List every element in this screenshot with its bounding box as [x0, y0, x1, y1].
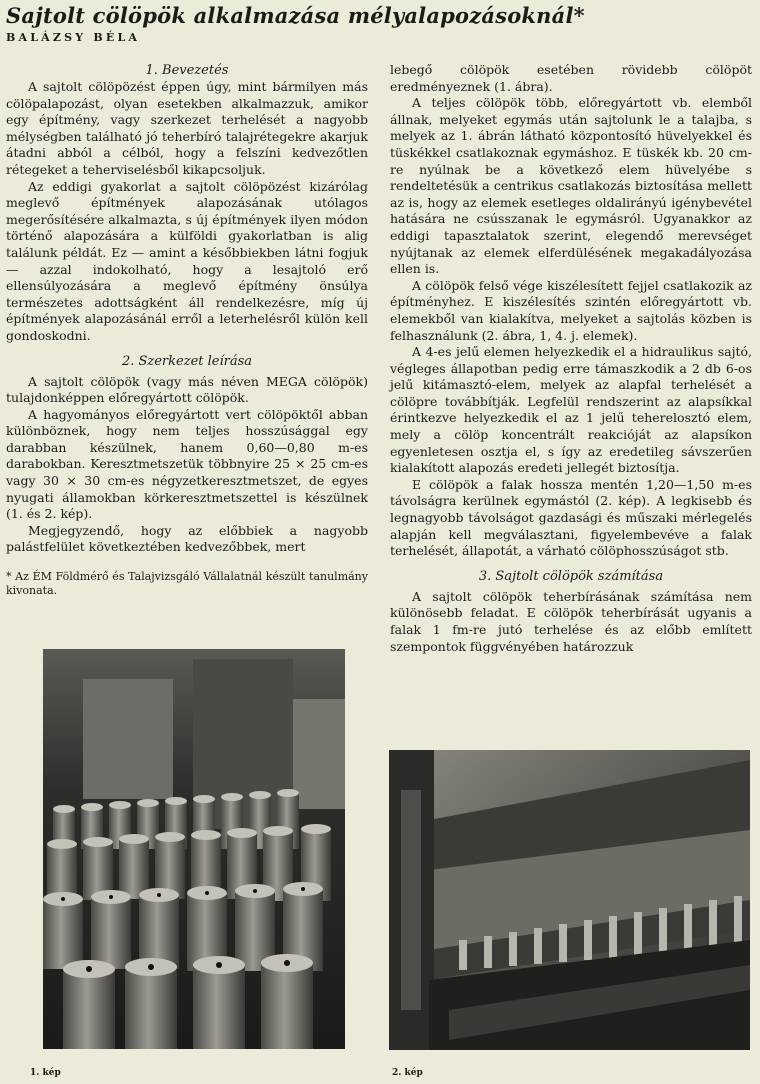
paragraph: E cölöpök a falak hossza mentén 1,20—1,50 m-es távolságra kerülnek egymástól (2. kép). A legkisebb és legnagyobb távolságot gazdasági és műszaki mérlegelés alapján kell megválasztani, figyelembevéve a falak terhelését, állapotát, a várható cölöphosszúságot stb.	[390, 476, 752, 559]
section-heading-1: 1. Bevezetés	[145, 63, 229, 78]
photo-wall-piles	[389, 750, 750, 1050]
photo-1-caption: 1. kép	[30, 1068, 61, 1078]
article-title: Sajtolt cölöpök alkalmazása mélyalapozásoknál*	[6, 3, 585, 28]
paragraph: A sajtolt cölöpözést éppen úgy, mint bármilyen más cölöpalapozást, olyan esetekben alkalmazzuk, amikor egy építmény, vagy szerkezet terhelését a nagyobb mélységben található jó teherbíró talajrétegekre akarjuk átadni abból a célból, hogy a felszíni kedvezőtlen rétegeket a teherviselésből kikapcsoljuk.	[6, 79, 368, 177]
section-heading-3: 3. Sajtolt cölöpök számítása	[478, 568, 664, 584]
right-column	[390, 62, 752, 655]
paragraph: A sajtolt cölöpök teherbírásának számítása nem különösebb feladat. E cölöpök teherbírását ugyanis a falak 1 fm-re jutó terhelése és az előbb említett szempontok függvényében határozzuk	[390, 588, 752, 654]
section-heading-2: 2. Szerkezet leírása	[121, 353, 253, 369]
left-column	[6, 62, 368, 598]
paragraph: lebegő cölöpök esetében rövidebb cölöpöt eredményeznek (1. ábra).	[390, 62, 752, 94]
paragraph: A sajtolt cölöpök (vagy más néven MEGA cölöpök) tulajdonképpen előregyártott cölöpök.	[6, 373, 368, 406]
paragraph: Megjegyzendő, hogy az előbbiek a nagyobb palástfelület következtében kedvezőbbek, mert	[6, 522, 368, 555]
author-name: BALÁZSY BÉLA	[6, 31, 141, 44]
paragraph: Az eddigi gyakorlat a sajtolt cölöpözést kizárólag meglevő építmények alapozásának utólagos megerősítésére alkalmazta, s új építmények ilyen módon történő alapozására a külföldi gyakorlatban is alig találunk példát. Ez — amint a későbbiekben látni fogjuk — azzal indokolható, hogy a lesajtoló erő ellensúlyozására a meglevő építmény önsúlya természetes adottságként áll rendelkezésre, míg új építmények alapozásánál erről a leterhelésről külön kell gondoskodni.	[6, 178, 368, 343]
photo-2-caption: 2. kép	[392, 1068, 423, 1078]
footnote: * Az ÉM Földmérő és Talajvizsgáló Vállalatnál készült tanulmány kivonata.	[6, 570, 368, 598]
paragraph: A hagyományos előregyártott vert cölöpöktől abban különböznek, hogy nem teljes hosszúsággal egy darabban készülnek, hanem 0,60—0,80 m-es darabokban. Keresztmetszetük többnyire 25 × 25 cm-es vagy 30 × 30 cm-es négyzetkeresztmetszet, de egyes nyugati államokban körkeresztmetszettel is készülnek (1. és 2. kép).	[6, 406, 368, 522]
paragraph: A cölöpök felső vége kiszélesített fejjel csatlakozik az építményhez. E kiszélesítés szintén előregyártott vb. elemekből van kialakítva, melyeket a sajtolás közben is felhasználunk (2. ábra, 1, 4. j. elemek).	[390, 277, 752, 343]
paragraph: A 4-es jelű elemen helyezkedik el a hidraulikus sajtó, végleges állapotban pedig erre támaszkodik a 2 db 6-os jelű kitámasztó-elem, melyek az alapfal terhelését a cölöpre továbbítják. Legfelül rendszerint az alapsíkkal érintkezve helyezkedik el az 1 jelű teherelosztó elem, mely a cölöp koncentrált reakcióját az alapsíkon egyenletesen osztja el, s így az eredetileg sávszerűen kialakított alapozás eredeti jellegét biztosítja.	[390, 344, 752, 476]
paragraph: A teljes cölöpök több, előregyártott vb. elemből állnak, melyeket egymás után sajtolunk le a talajba, s melyek az 1. ábrán látható központosító hüvelyekkel és tüskékkel csatlakoznak egymáshoz. E tüskék kb. 20 cm-re nyúlnak be a következő elem hüvelyébe s rendeltetésük a centrikus csatlakozás biztosítása mellett az is, hogy az elemek esetleges oldalirányú igénybevétel hatására ne csússzanak le egymásról. Ugyanakkor az eddigi tapasztalatok szerint, elegendő merevséget nyújtanak az elemek elferdülésének megakadályozása ellen is.	[390, 95, 752, 277]
photo-pile-elements	[43, 649, 345, 1049]
